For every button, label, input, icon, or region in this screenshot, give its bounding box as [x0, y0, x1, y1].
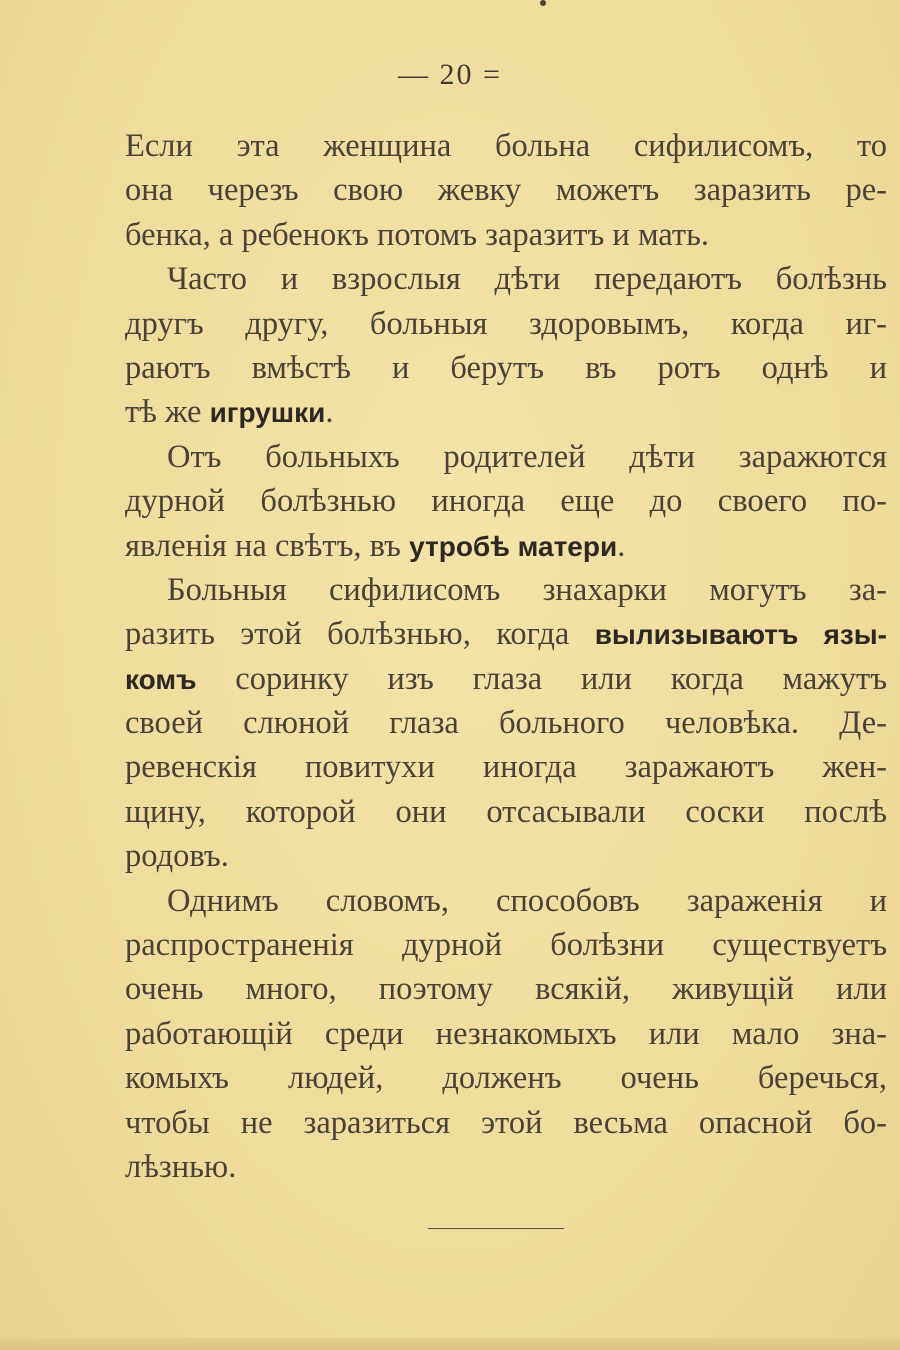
text-line: [125, 213, 887, 257]
text-line: [125, 1056, 887, 1100]
text-segment: чтобы не заразиться этой весьма опасной бо-: [125, 1104, 887, 1141]
page-number: — 20 =: [398, 58, 502, 91]
text-segment: тѣ же: [125, 394, 210, 431]
ink-dot: [540, 0, 546, 6]
emphasis-text: утробѣ матери: [409, 530, 618, 562]
paragraph: [125, 568, 887, 879]
text-line: [125, 302, 887, 346]
text-line: [125, 257, 887, 301]
text-line: [125, 1012, 887, 1056]
text-segment: щину, которой они отсасывали соски послѣ: [125, 793, 887, 830]
text-line: [125, 657, 887, 701]
text-segment: работающій среди незнакомыхъ или мало зна-: [125, 1015, 887, 1052]
text-segment: .: [617, 527, 626, 564]
paragraph: [125, 435, 887, 568]
text-segment: явленія на свѣтъ, въ: [125, 527, 410, 564]
text-segment: разить этой болѣзнью, когда: [125, 616, 595, 653]
page-edge: [0, 1338, 900, 1350]
emphasis-text: игрушки: [209, 397, 326, 429]
text-line: [125, 435, 887, 479]
emphasis-text: комъ: [125, 663, 197, 695]
paragraph: [125, 124, 887, 257]
text-segment: своей слюной глаза больного человѣка. Де-: [125, 705, 887, 742]
paragraph: [125, 879, 887, 1190]
text-line: [125, 834, 887, 878]
text-line: [125, 1101, 887, 1145]
emphasis-text: вылизываютъ язы-: [594, 619, 887, 651]
text-segment: другъ другу, больныя здоровымъ, когда иг-: [125, 305, 887, 342]
text-line: [125, 524, 887, 568]
text-segment: Однимъ словомъ, способовъ зараженія и: [167, 882, 887, 919]
text-segment: Часто и взрослыя дѣти передаютъ болѣзнь: [167, 261, 887, 298]
text-line: [125, 479, 887, 523]
text-line: [125, 168, 887, 212]
text-segment: Если эта женщина больна сифилисомъ, то: [125, 128, 887, 164]
text-line: [125, 701, 887, 745]
text-segment: она черезъ свою жевку можетъ заразить ре-: [125, 172, 887, 209]
text-line: [125, 390, 887, 434]
text-line: [125, 790, 887, 834]
text-segment: Отъ больныхъ родителей дѣти заражются: [167, 438, 887, 475]
text-line: [125, 923, 887, 967]
paragraph: [125, 257, 887, 435]
text-line: [125, 568, 887, 612]
text-line: [125, 879, 887, 923]
text-segment: родовъ.: [125, 838, 229, 875]
text-line: [125, 1145, 887, 1189]
text-segment: распространенія дурной болѣзни существуетъ: [125, 927, 887, 964]
text-segment: лѣзнью.: [125, 1148, 237, 1185]
text-segment: Больныя сифилисомъ знахарки могутъ за-: [167, 571, 887, 608]
text-segment: дурной болѣзнью иногда еще до своего по-: [125, 483, 887, 520]
end-rule: [428, 1228, 564, 1229]
text-segment: раютъ вмѣстѣ и берутъ въ ротъ однѣ и: [125, 349, 887, 386]
text-line: [125, 967, 887, 1011]
text-segment: бенка, а ребенокъ потомъ заразитъ и мать.: [125, 216, 710, 253]
body-text: [125, 124, 887, 1189]
text-segment: ревенскія повитухи иногда заражаютъ жен-: [125, 749, 887, 786]
text-segment: очень много, поэтому всякій, живущій или: [125, 971, 887, 1008]
text-line: [125, 612, 887, 656]
text-segment: .: [325, 394, 334, 431]
text-segment: соринку изъ глаза или когда мажутъ: [196, 660, 887, 697]
text-segment: комыхъ людей, долженъ очень беречься,: [125, 1060, 887, 1097]
text-line: [125, 124, 887, 168]
text-line: [125, 346, 887, 390]
text-line: [125, 745, 887, 789]
